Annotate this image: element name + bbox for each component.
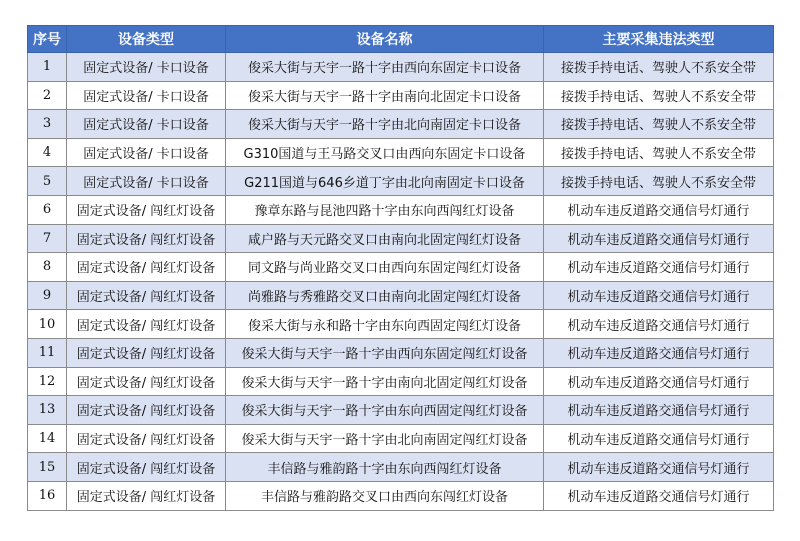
cell-device-type: 固定式设备/ 闯红灯设备 (67, 224, 226, 253)
header-violation-type: 主要采集违法类型 (544, 26, 774, 53)
cell-seq: 5 (28, 167, 67, 196)
cell-seq: 14 (28, 424, 67, 453)
cell-violation-type: 接拨手持电话、驾驶人不系安全带 (544, 110, 774, 139)
cell-violation-type: 接拨手持电话、驾驶人不系安全带 (544, 167, 774, 196)
cell-device-name: 同文路与尚业路交叉口由西向东固定闯红灯设备 (226, 253, 544, 282)
cell-device-name: 尚雅路与秀雅路交叉口由南向北固定闯红灯设备 (226, 281, 544, 310)
cell-device-name: 俊采大街与天宇一路十字由南向北固定卡口设备 (226, 81, 544, 110)
cell-device-type: 固定式设备/ 卡口设备 (67, 81, 226, 110)
table-row (28, 367, 774, 396)
cell-violation-type: 接拨手持电话、驾驶人不系安全带 (544, 53, 774, 82)
cell-seq: 12 (28, 367, 67, 396)
cell-seq: 2 (28, 81, 67, 110)
cell-device-type: 固定式设备/ 闯红灯设备 (67, 281, 226, 310)
cell-device-name: 俊采大街与永和路十字由东向西固定闯红灯设备 (226, 310, 544, 339)
cell-device-type: 固定式设备/ 闯红灯设备 (67, 424, 226, 453)
table-row (28, 396, 774, 425)
cell-violation-type: 接拨手持电话、驾驶人不系安全带 (544, 138, 774, 167)
cell-device-name: 俊采大街与天宇一路十字由西向东固定闯红灯设备 (226, 338, 544, 367)
cell-device-type: 固定式设备/ 闯红灯设备 (67, 481, 226, 510)
cell-device-type: 固定式设备/ 闯红灯设备 (67, 310, 226, 339)
cell-seq: 4 (28, 138, 67, 167)
cell-seq: 11 (28, 338, 67, 367)
cell-device-type: 固定式设备/ 卡口设备 (67, 167, 226, 196)
cell-device-type: 固定式设备/ 闯红灯设备 (67, 338, 226, 367)
cell-violation-type: 接拨手持电话、驾驶人不系安全带 (544, 81, 774, 110)
table-row (28, 110, 774, 139)
cell-seq: 13 (28, 396, 67, 425)
table-row (28, 138, 774, 167)
table-row (28, 53, 774, 82)
cell-device-name: 咸户路与天元路交叉口由南向北固定闯红灯设备 (226, 224, 544, 253)
header-device-name: 设备名称 (226, 26, 544, 53)
cell-violation-type: 机动车违反道路交通信号灯通行 (544, 481, 774, 510)
cell-device-name: G211国道与646乡道丁字由北向南固定卡口设备 (226, 167, 544, 196)
cell-device-type: 固定式设备/ 闯红灯设备 (67, 253, 226, 282)
header-seq: 序号 (28, 26, 67, 53)
cell-seq: 8 (28, 253, 67, 282)
cell-violation-type: 机动车违反道路交通信号灯通行 (544, 281, 774, 310)
table-row (28, 81, 774, 110)
cell-device-name: 俊采大街与天宇一路十字由西向东固定卡口设备 (226, 53, 544, 82)
cell-seq: 9 (28, 281, 67, 310)
cell-device-name: 俊采大街与天宇一路十字由南向北固定闯红灯设备 (226, 367, 544, 396)
cell-seq: 16 (28, 481, 67, 510)
cell-device-name: 俊采大街与天宇一路十字由东向西固定闯红灯设备 (226, 396, 544, 425)
table-body (28, 53, 774, 511)
cell-violation-type: 机动车违反道路交通信号灯通行 (544, 195, 774, 224)
table-row (28, 310, 774, 339)
cell-seq: 1 (28, 53, 67, 82)
cell-violation-type: 机动车违反道路交通信号灯通行 (544, 338, 774, 367)
cell-device-type: 固定式设备/ 卡口设备 (67, 138, 226, 167)
cell-violation-type: 机动车违反道路交通信号灯通行 (544, 224, 774, 253)
table-row (28, 338, 774, 367)
header-row (28, 26, 774, 53)
header-device-type: 设备类型 (67, 26, 226, 53)
cell-device-name: 俊采大街与天宇一路十字由北向南固定卡口设备 (226, 110, 544, 139)
cell-device-type: 固定式设备/ 闯红灯设备 (67, 195, 226, 224)
table-row (28, 281, 774, 310)
cell-violation-type: 机动车违反道路交通信号灯通行 (544, 396, 774, 425)
cell-violation-type: 机动车违反道路交通信号灯通行 (544, 453, 774, 482)
table-row (28, 424, 774, 453)
table-row (28, 167, 774, 196)
device-table (27, 25, 774, 511)
cell-violation-type: 机动车违反道路交通信号灯通行 (544, 253, 774, 282)
table-row (28, 195, 774, 224)
cell-device-name: 丰信路与雅韵路十字由东向西闯红灯设备 (226, 453, 544, 482)
cell-seq: 3 (28, 110, 67, 139)
table-row (28, 453, 774, 482)
cell-device-name: 丰信路与雅韵路交叉口由西向东闯红灯设备 (226, 481, 544, 510)
cell-device-type: 固定式设备/ 闯红灯设备 (67, 367, 226, 396)
table-header (28, 26, 774, 53)
cell-violation-type: 机动车违反道路交通信号灯通行 (544, 310, 774, 339)
cell-violation-type: 机动车违反道路交通信号灯通行 (544, 424, 774, 453)
cell-seq: 15 (28, 453, 67, 482)
cell-device-name: 俊采大街与天宇一路十字由北向南固定闯红灯设备 (226, 424, 544, 453)
table-row (28, 253, 774, 282)
cell-device-name: 豫章东路与昆池四路十字由东向西闯红灯设备 (226, 195, 544, 224)
cell-seq: 7 (28, 224, 67, 253)
table-row (28, 224, 774, 253)
table-row (28, 481, 774, 510)
cell-device-type: 固定式设备/ 卡口设备 (67, 53, 226, 82)
cell-device-name: G310国道与王马路交叉口由西向东固定卡口设备 (226, 138, 544, 167)
cell-seq: 10 (28, 310, 67, 339)
cell-seq: 6 (28, 195, 67, 224)
cell-device-type: 固定式设备/ 卡口设备 (67, 110, 226, 139)
cell-device-type: 固定式设备/ 闯红灯设备 (67, 396, 226, 425)
cell-violation-type: 机动车违反道路交通信号灯通行 (544, 367, 774, 396)
cell-device-type: 固定式设备/ 闯红灯设备 (67, 453, 226, 482)
